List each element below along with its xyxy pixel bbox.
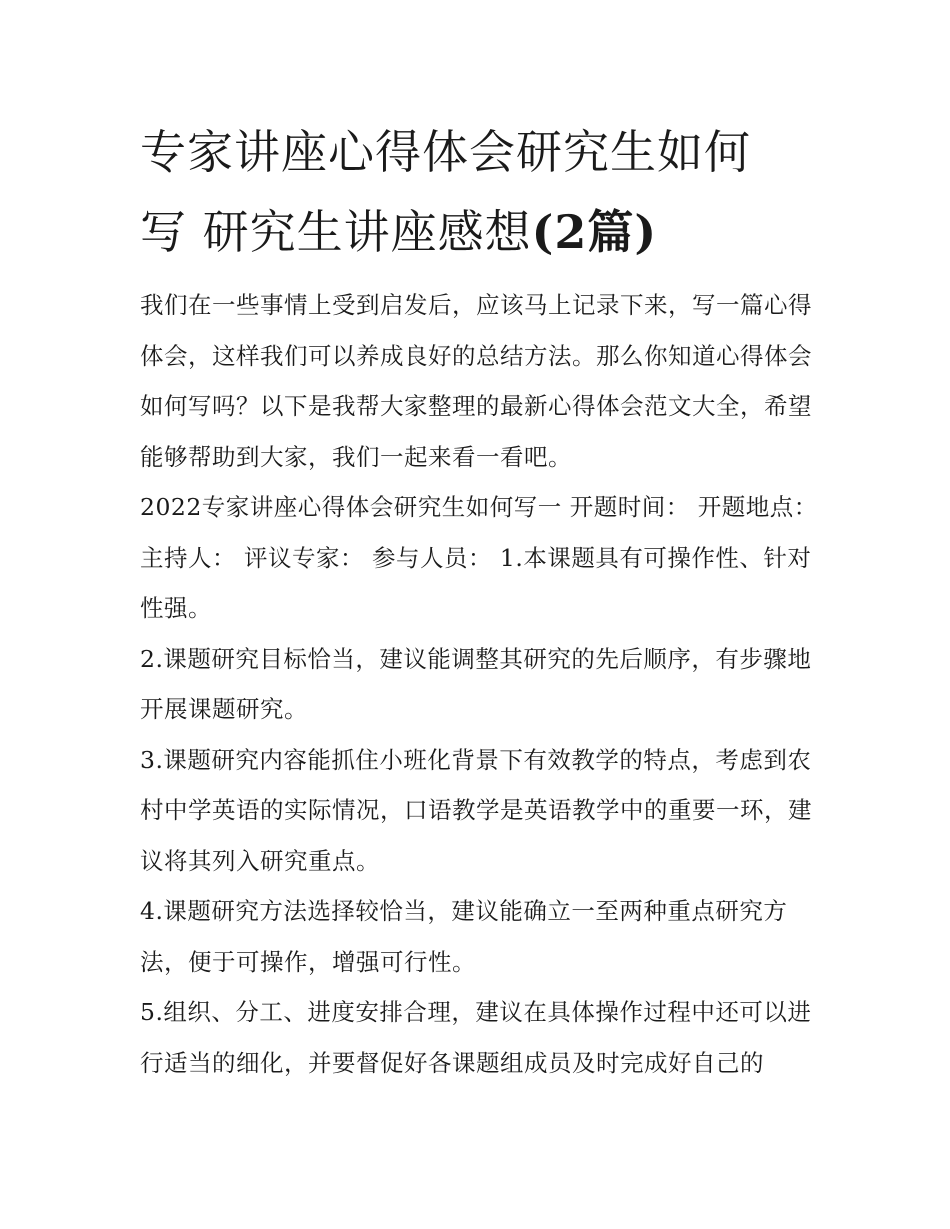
paragraph-4: 4.课题研究方法选择较恰当，建议能确立一至两种重点研究方法，便于可操作，增强可行性。	[140, 897, 788, 976]
title-line-2: 写 研究生讲座感想	[140, 205, 532, 259]
paragraph-5: 5.组织、分工、进度安排合理，建议在具体操作过程中还可以进行适当的细化，并要督促好各课题组成员及时完成好自己的	[140, 998, 812, 1077]
paragraph-3: 3.课题研究内容能抓住小班化背景下有效教学的特点，考虑到农村中学英语的实际情况，口语教学是英语教学中的重要一环，建议将其列入研究重点。	[140, 745, 812, 875]
paragraph-1: 2022专家讲座心得体会研究生如何写一 开题时间： 开题地点： 主持人： 评议专家： 参与人员： 1.本课题具有可操作性、针对性强。	[140, 493, 818, 622]
title-count: (2篇)	[531, 205, 658, 259]
paragraph-intro: 我们在一些事情上受到启发后，应该马上记录下来，写一篇心得体会，这样我们可以养成良好的总结方法。那么你知道心得体会如何写吗？以下是我帮大家整理的最新心得体会范文大全，希望能够帮助到大家，我们一起来看一看吧。	[140, 291, 812, 471]
document-title	[140, 112, 820, 272]
document-page	[140, 112, 820, 1088]
paragraph-2: 2.课题研究目标恰当，建议能调整其研究的先后顺序，有步骤地开展课题研究。	[140, 644, 812, 723]
title-line-1: 专家讲座心得体会研究生如何	[140, 125, 751, 179]
